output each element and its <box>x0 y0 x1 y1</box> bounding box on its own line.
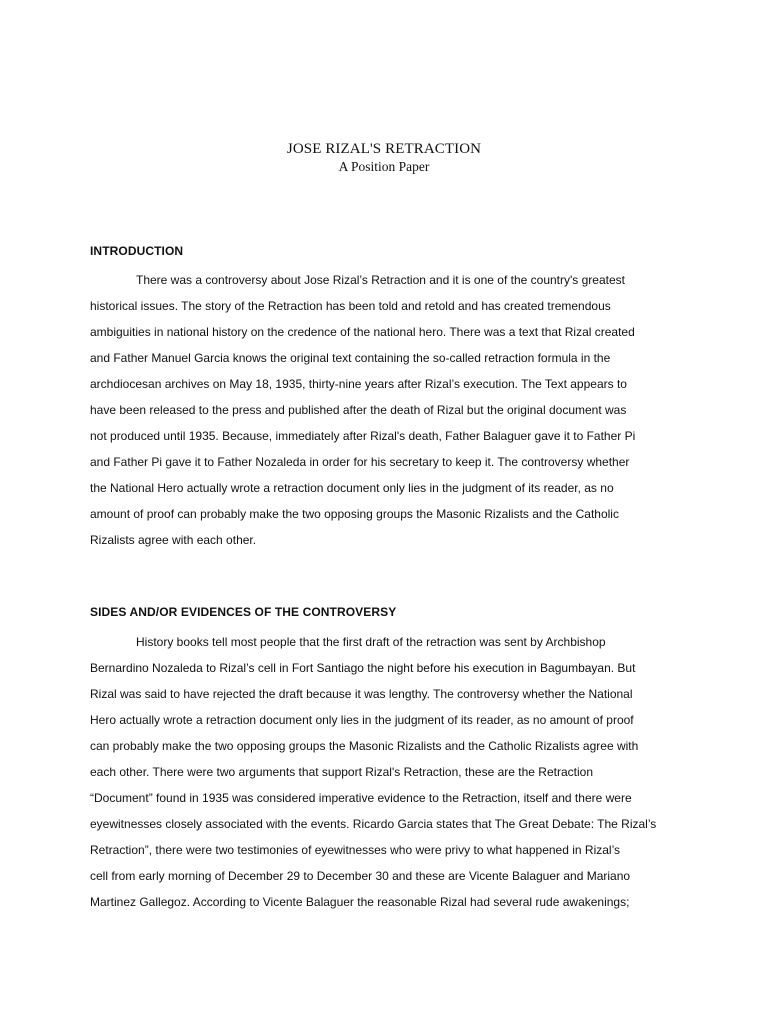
paragraph-line: ambiguities in national history on the credence of the national hero. There was a text that Rizal created <box>90 325 635 339</box>
paragraph-line: can probably make the two opposing groups the Masonic Rizalists and the Catholic Rizalists agree with <box>90 739 639 753</box>
introduction-paragraph <box>90 267 680 553</box>
paragraph-line: “Document” found in 1935 was considered imperative evidence to the Retraction, itself and there were <box>90 791 632 805</box>
paragraph-line: There was a controversy about Jose Rizal’s Retraction and it is one of the country's greatest <box>136 273 625 287</box>
sides-evidences-paragraph <box>90 629 680 915</box>
paragraph-line: History books tell most people that the first draft of the retraction was sent by Archbishop <box>136 635 606 649</box>
paragraph-line: amount of proof can probably make the two opposing groups the Masonic Rizalists and the Catholic <box>90 507 619 521</box>
paragraph-line: not produced until 1935. Because, immediately after Rizal's death, Father Balaguer gave it to Father Pi <box>90 429 636 443</box>
paragraph-line: Hero actually wrote a retraction document only lies in the judgment of its reader, as no amount of proof <box>90 713 634 727</box>
paragraph-line: Martinez Gallegoz. According to Vicente Balaguer the reasonable Rizal had several rude awakenings; <box>90 895 630 909</box>
paragraph-line: Rizalists agree with each other. <box>90 533 257 547</box>
paragraph-line: the National Hero actually wrote a retraction document only lies in the judgment of its reader, as no <box>90 481 614 495</box>
document-subtitle: A Position Paper <box>338 159 430 174</box>
paragraph-line: each other. There were two arguments that support Rizal's Retraction, these are the Retraction <box>90 765 593 779</box>
section-heading-introduction: INTRODUCTION <box>90 244 184 258</box>
paragraph-line: Rizal was said to have rejected the draft because it was lengthy. The controversy whether the National <box>90 687 633 701</box>
paragraph-line: cell from early morning of December 29 to December 30 and these are Vicente Balaguer and Mariano <box>90 869 631 883</box>
document-title: JOSE RIZAL'S RETRACTION <box>286 141 482 157</box>
paragraph-line: and Father Manuel Garcia knows the original text containing the so-called retraction formula in the <box>90 351 611 365</box>
paragraph-line: have been released to the press and published after the death of Rizal but the original document was <box>90 403 627 417</box>
section-heading-sides-evidences: SIDES AND/OR EVIDENCES OF THE CONTROVERSY <box>90 605 397 619</box>
paragraph-line: Bernardino Nozaleda to Rizal’s cell in Fort Santiago the night before his execution in Bagumbayan. But <box>90 661 636 675</box>
paragraph-line: and Father Pi gave it to Father Nozaleda in order for his secretary to keep it. The controversy whether <box>90 455 630 469</box>
paragraph-line: Retraction”, there were two testimonies of eyewitnesses who were privy to what happened in Rizal’s <box>90 843 621 857</box>
paragraph-line: eyewitnesses closely associated with the events. Ricardo Garcia states that The Great Debate: The Rizal’s <box>90 817 657 831</box>
paragraph-line: archdiocesan archives on May 18, 1935, thirty-nine years after Rizal’s execution. The Text appears to <box>90 377 627 391</box>
paragraph-line: historical issues. The story of the Retraction has been told and retold and has created tremendous <box>90 299 611 313</box>
